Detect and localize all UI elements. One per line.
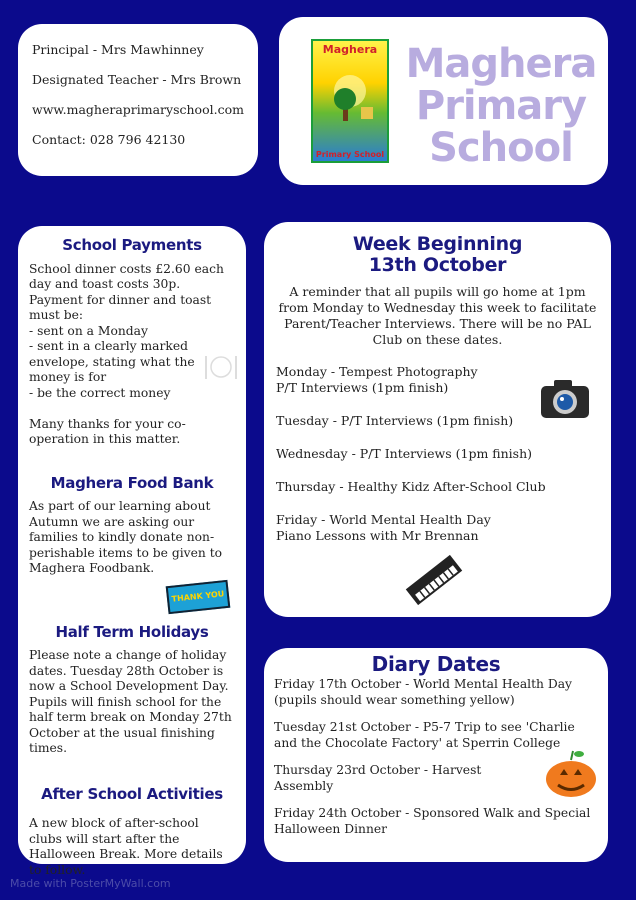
food-bank-body: As part of our learning about Autumn we are asking our families to kindly donate non-perishable items to be given to Maghera Foodbank. (29, 499, 223, 575)
principal: Principal - Mrs Mawhinney (32, 42, 204, 57)
day-tuesday: Tuesday - P/T Interviews (1pm finish) (276, 413, 514, 428)
contact-card (18, 24, 258, 176)
left-column-card (18, 226, 246, 877)
half-term-title: Half Term Holidays (55, 622, 209, 641)
payments-title: School Payments (62, 236, 202, 254)
diary-item: Friday 17th October - World Mental Health Day (pupils should wear something yellow) (274, 677, 573, 707)
week-title (276, 234, 599, 276)
week-title-line1: Week Beginning (352, 233, 523, 255)
diary-item: Tuesday 21st October - P5-7 Trip to see 'Charlie and the Chocolate Factory' at Sperrin College (274, 720, 575, 750)
week-card (264, 222, 611, 617)
day-monday: Monday - Tempest Photography P/T Interviews (1pm finish) (276, 364, 478, 395)
school-name (401, 43, 601, 169)
day-friday: Friday - World Mental Health Day Piano Lessons with Mr Brennan (276, 512, 491, 543)
week-intro: A reminder that all pupils will go home at 1pm from Monday to Wednesday this week to facilitate Parent/Teacher Interviews. There will be no PAL Club on these dates. (278, 284, 597, 347)
diary-card (264, 648, 608, 862)
plate-cutlery-icon (203, 353, 239, 381)
diary-item: Thursday 23rd October - Harvest Assembly (274, 763, 482, 793)
food-bank-title: Maghera Food Bank (50, 473, 214, 492)
designated-teacher: Designated Teacher - Mrs Brown (32, 72, 242, 87)
logo-text-bottom: Primary School (315, 150, 385, 159)
school-name-line1: Maghera (405, 41, 597, 87)
diary-item: Friday 24th October - Sponsored Walk and Special Halloween Dinner (274, 806, 591, 836)
payments-body: School dinner costs £2.60 each day and toast costs 30p. Payment for dinner and toast must be: - sent on a Monday - sent in a clearly marked envelope, stating what the money is for - be the correct money Many thanks for your co-operation in this matter. (29, 261, 224, 446)
pumpkin-icon (544, 748, 598, 798)
keyboard-icon (404, 552, 464, 608)
watermark: Made with PosterMyWall.com (10, 877, 171, 890)
diary-title: Diary Dates (371, 652, 501, 676)
school-logo (311, 39, 389, 163)
day-thursday: Thursday - Healthy Kidz After-School Club (276, 479, 546, 494)
thank-you-sticker: THANK YOU (166, 579, 231, 613)
day-wednesday: Wednesday - P/T Interviews (1pm finish) (276, 446, 533, 461)
after-school-title: After School Activities (41, 784, 223, 803)
tree-icon (313, 41, 387, 161)
half-term-body: Please note a change of holiday dates. Tuesday 28th October is now a School Development Day. Pupils will finish school for the half term break on Monday 27th October at the usual finishing times. (29, 648, 232, 755)
brand-card (279, 17, 608, 185)
week-title-line2: 13th October (368, 254, 507, 276)
phone: Contact: 028 796 42130 (32, 132, 186, 147)
school-name-line2: Primary (415, 83, 587, 129)
school-name-line3: School (429, 125, 573, 171)
logo-text-top: Maghera (322, 43, 378, 56)
website-link[interactable]: www.magheraprimaryschool.com (32, 102, 244, 117)
after-school-body: A new block of after-school clubs will start after the Halloween Break. More details to follow. (29, 816, 223, 877)
camera-icon (540, 378, 590, 420)
